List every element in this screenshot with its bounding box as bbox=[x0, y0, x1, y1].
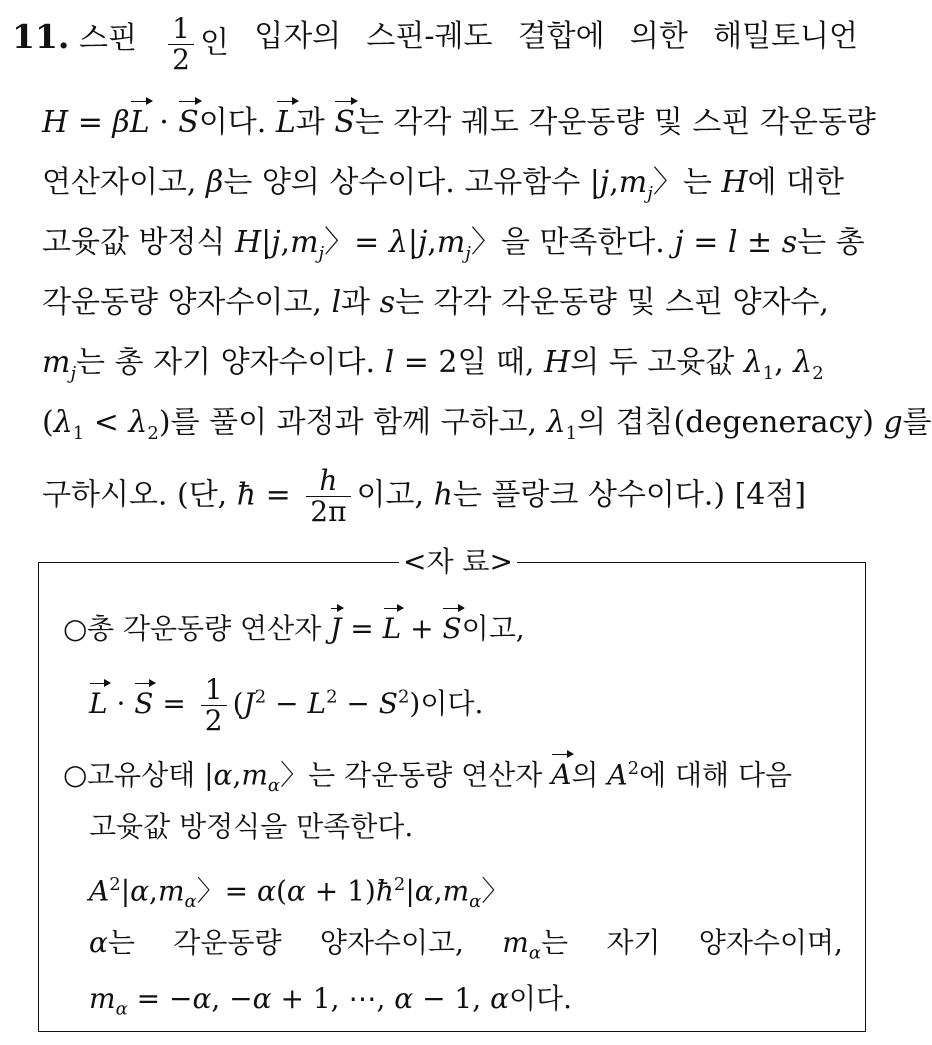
bullet-icon: ○ bbox=[63, 758, 88, 792]
material-item-2-line-2: 고윳값 방정식을 만족한다. bbox=[89, 810, 414, 843]
problem-line-3: 연산자이고, β는 양의 상수이다. 고유함수 $|j,m_j$〉는 H에 대한 bbox=[42, 165, 844, 204]
question-number: 11. bbox=[12, 17, 70, 56]
problem-line-6: $m_j$는 총 자기 양자수이다. l = 2일 때, H의 두 고윳값 $\lambda_1$, $\lambda_2$ bbox=[42, 345, 824, 384]
material-item-2-line-1: ○고유상태 $|\alpha,m_\alpha$〉는 각운동량 연산자 A의 $A^2$에 대해 다음 bbox=[63, 747, 792, 808]
reference-material-box bbox=[38, 545, 866, 1032]
material-item-1-line-1: ○총 각운동량 연산자 J = L + S이고, bbox=[63, 607, 525, 651]
problem-line-5: 각운동량 양자수이고, l과 s는 각각 각운동량 및 스핀 양자수, bbox=[42, 285, 829, 320]
material-item-2-line-4: α는 각운동량 양자수이고, $m_\alpha$는 자기 양자수이며, bbox=[89, 926, 843, 964]
problem-line-4: 고윳값 방정식 $H|j,m_j$〉= $\lambda|j,m_j$〉을 만족한다. j = l ± s는 총 bbox=[42, 225, 865, 264]
problem-line-7: $(\lambda_1 < \lambda_2)$를 풀이 과정과 함께 구하고, $\lambda_1$의 겹침(degeneracy) g를 bbox=[42, 405, 932, 444]
fraction-one-half-2: $\frac{1}{2}$ bbox=[201, 675, 227, 736]
problem-line-1: 11. 스핀 $\frac{1}{2}$ 인 입자의 스핀-궤도 결합에 의한 해밀토니언 bbox=[12, 12, 858, 76]
fraction-h-over-2pi: $\frac{h}{2\pi}$ bbox=[306, 466, 350, 527]
problem-line-2: H = βL · S이다. L과 S는 각각 궤도 각운동량 및 스핀 각운동량 bbox=[42, 100, 876, 146]
material-box-title: <자 료> bbox=[399, 543, 517, 581]
bullet-icon: ○ bbox=[63, 612, 88, 645]
material-item-1-line-2: L · S = $\frac{1}{2}$ $(J^2 - L^2 - S^2)$이다. bbox=[89, 673, 484, 737]
fraction-one-half: $\frac{1}{2}$ bbox=[168, 14, 194, 75]
material-item-2-line-3: $A^2|\alpha,m_\alpha$〉= $\alpha(\alpha + 1)ħ^2|\alpha,m_\alpha$〉 bbox=[89, 874, 510, 912]
material-item-2-line-5: $m_\alpha = -\alpha$, −α + 1, ⋯, α − 1, α이다. bbox=[89, 982, 572, 1020]
problem-line-8: 구하시오. (단, ħ = $\frac{h}{2\pi}$ 이고, h는 플랑크 상수이다.) [4점] bbox=[42, 464, 807, 528]
